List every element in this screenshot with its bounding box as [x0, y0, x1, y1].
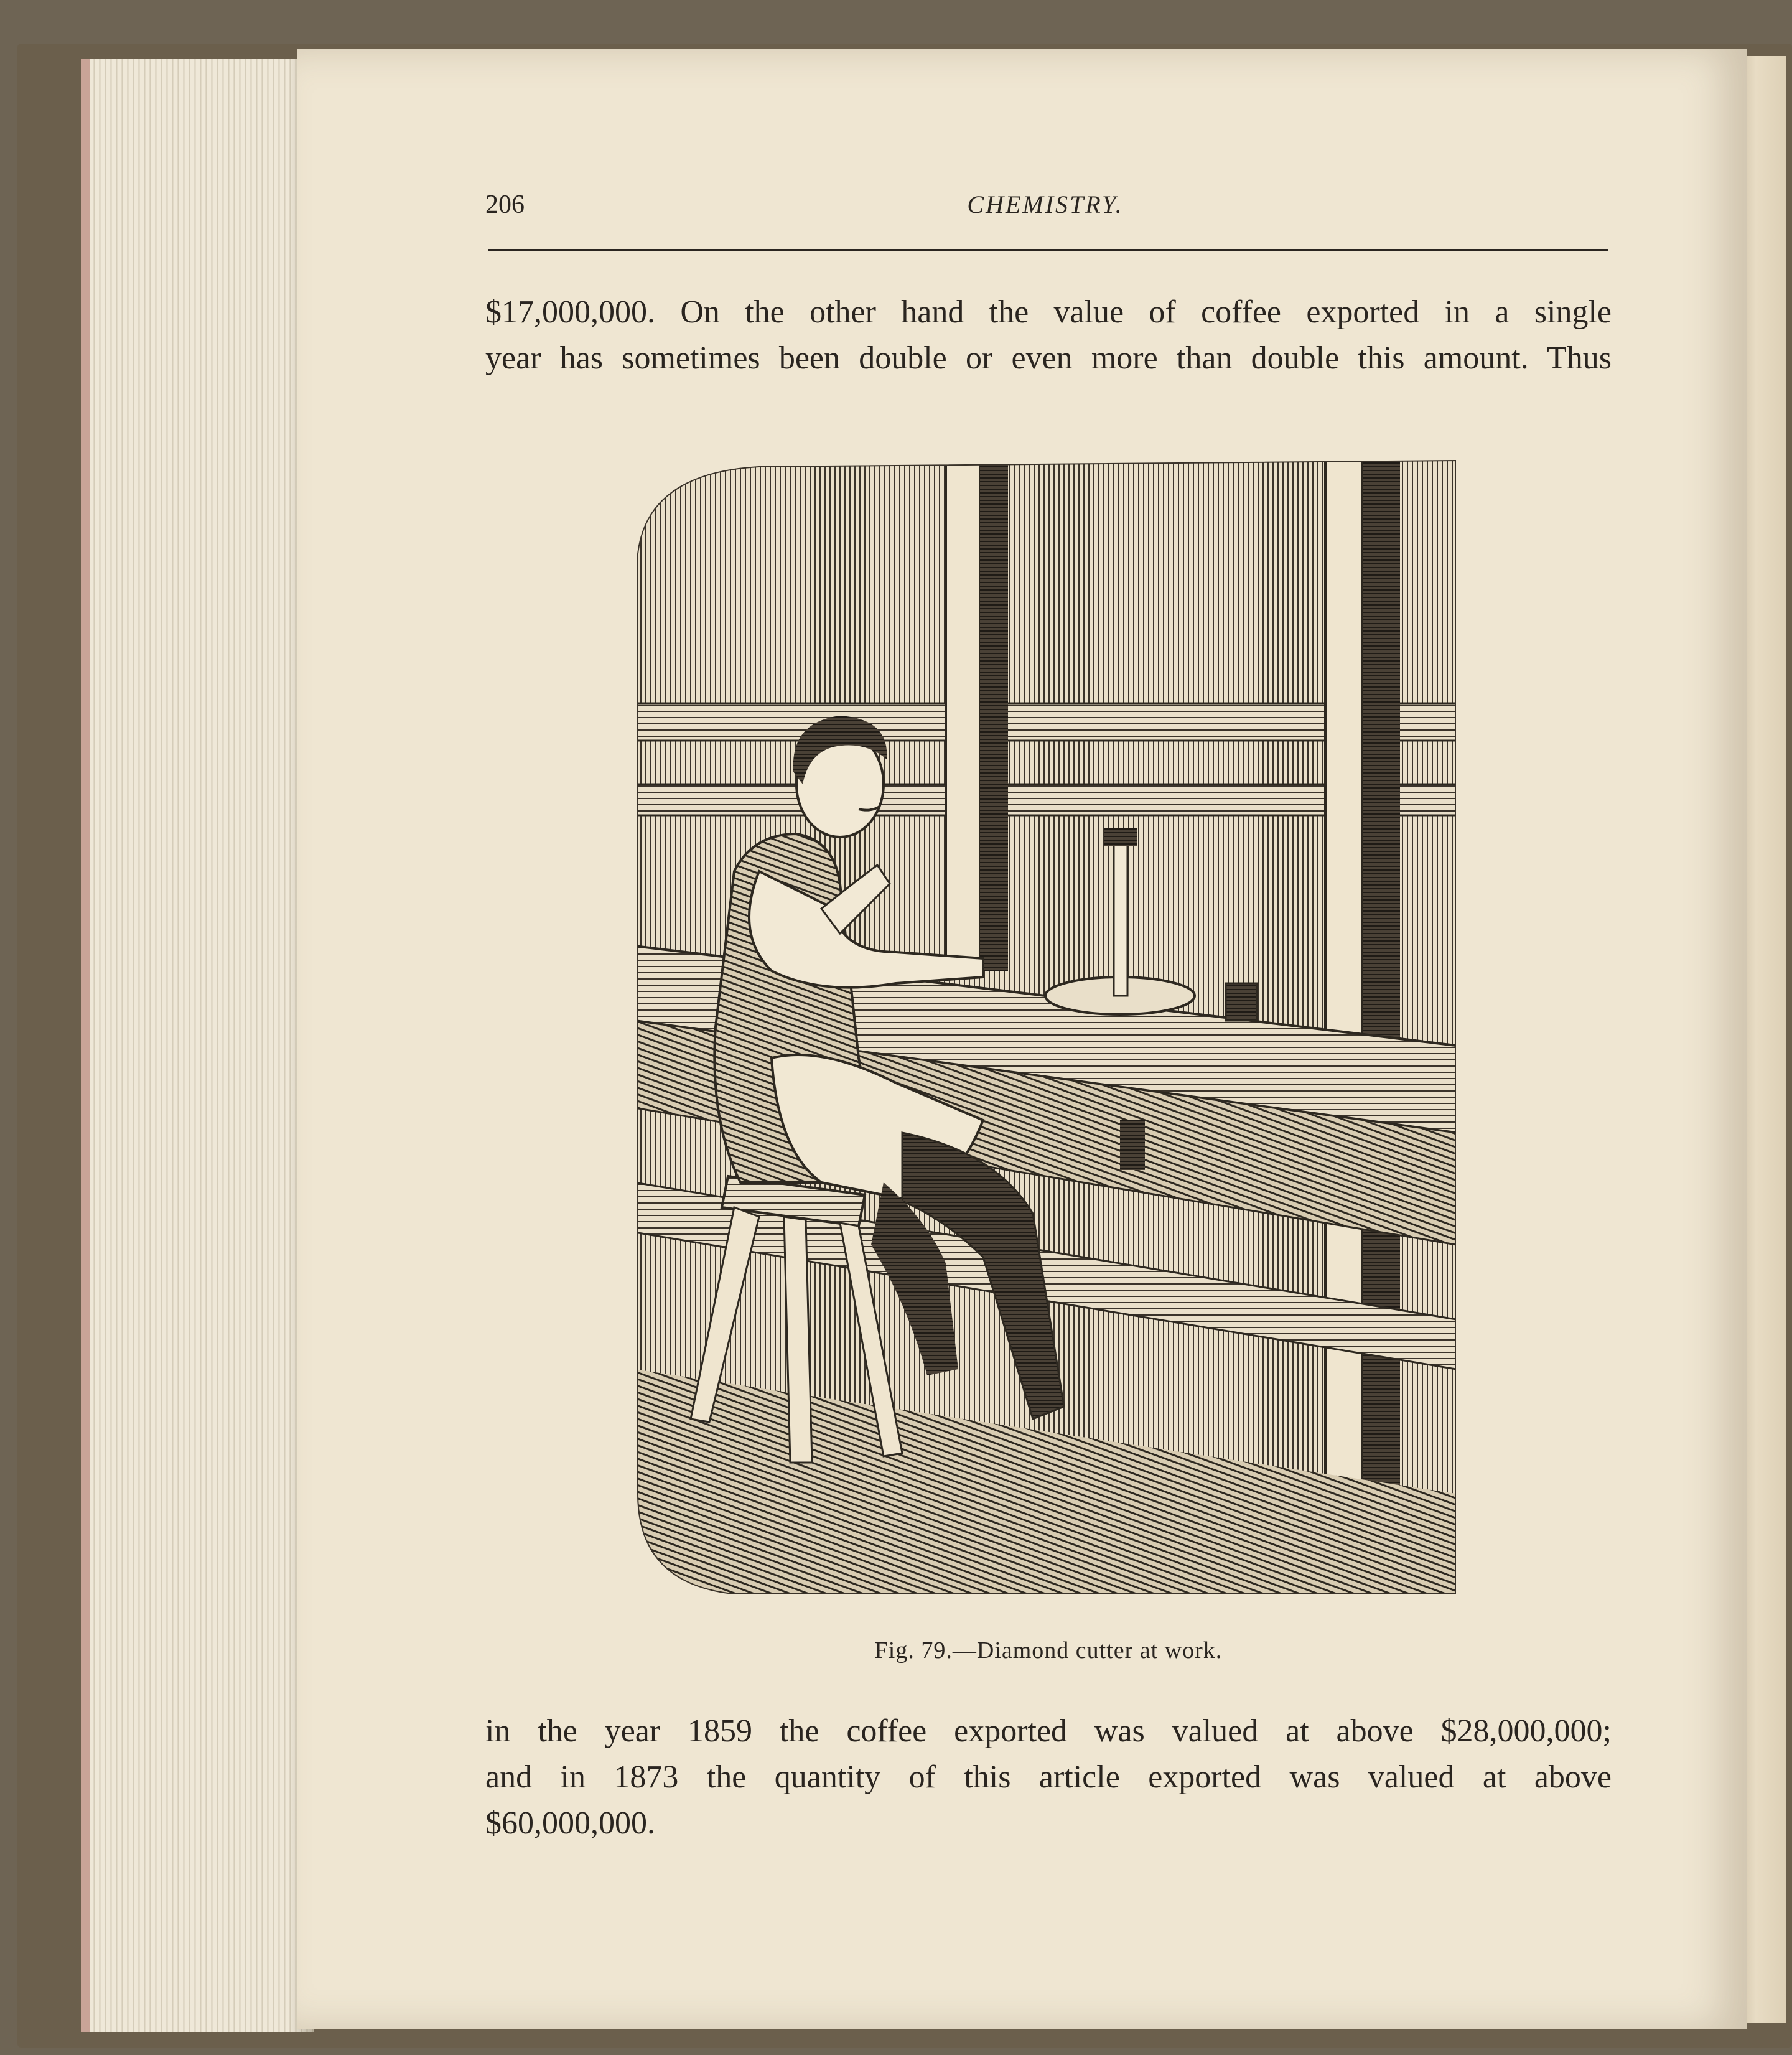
- page-edges: [81, 59, 314, 2032]
- text-line: $60,000,000.: [485, 1805, 655, 1841]
- running-title: CHEMISTRY.: [967, 190, 1124, 218]
- text-line: $17,000,000. On the other hand the value of coffee exported in a single: [485, 294, 1612, 330]
- engraving-illustration: [635, 436, 1456, 1618]
- page-number: 206: [485, 190, 525, 219]
- text-line: and in 1873 the quantity of this article exported was valued at above: [485, 1759, 1612, 1795]
- figure-caption: Fig. 79.—Diamond cutter at work.: [874, 1637, 1223, 1664]
- text-line: in the year 1859 the coffee exported was valued at above $28,000,000;: [485, 1713, 1612, 1749]
- paragraph-bottom: [485, 1708, 1612, 1847]
- header-rule: [488, 249, 1608, 251]
- paragraph-top: [485, 289, 1612, 382]
- text-line: year has sometimes been double or even more than double this amount. Thus: [485, 340, 1612, 376]
